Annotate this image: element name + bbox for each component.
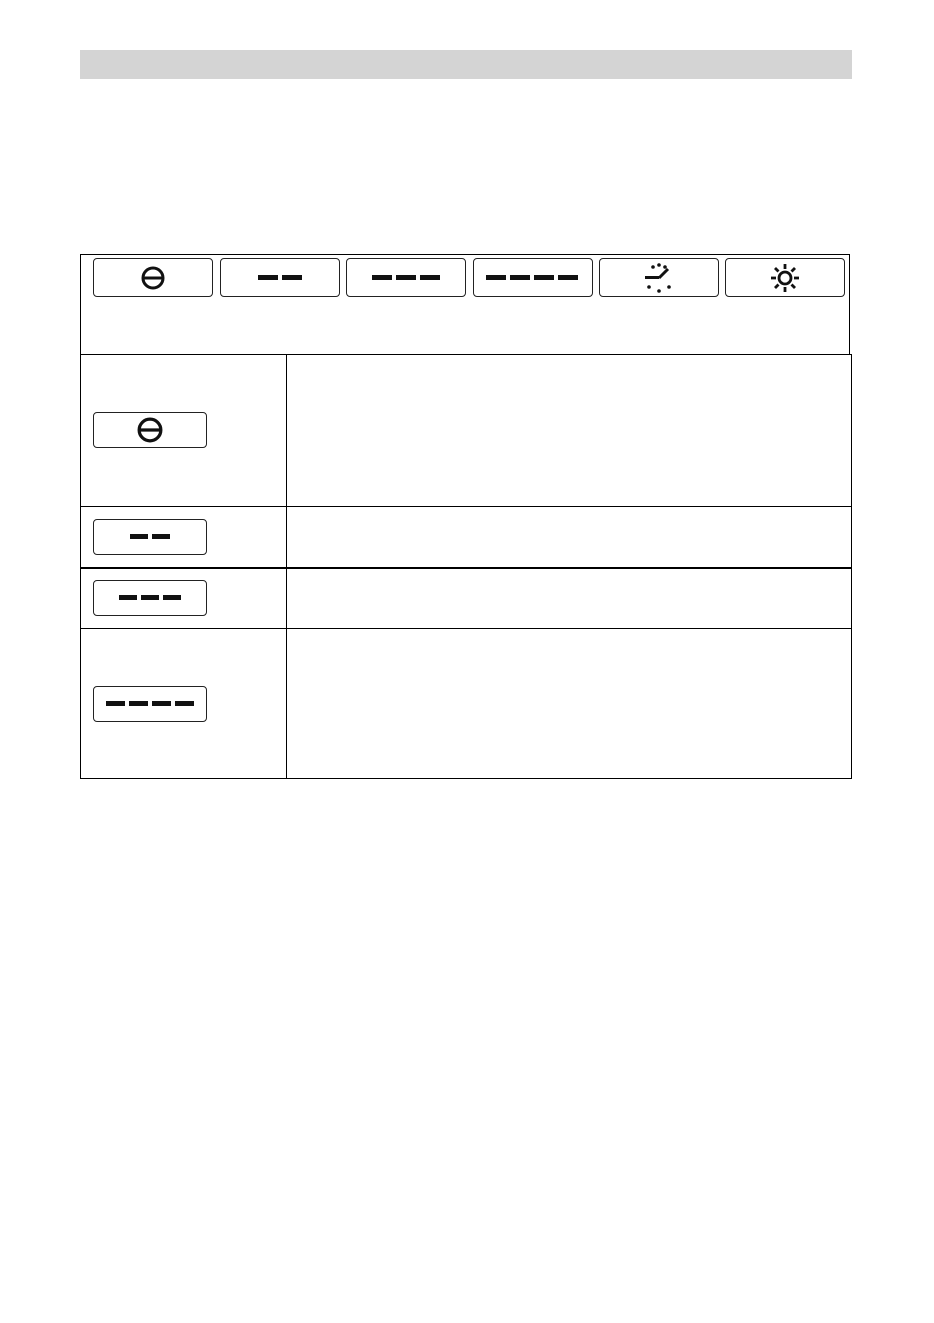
table-row <box>81 628 851 779</box>
three-dashes-icon <box>117 593 183 603</box>
table-row <box>81 355 851 506</box>
speed-2-button[interactable] <box>346 258 466 297</box>
two-dashes-icon <box>255 273 305 283</box>
section-header-bar <box>80 50 852 79</box>
minus-circle-icon <box>141 266 165 290</box>
timer-button[interactable] <box>599 258 719 297</box>
three-dashes-icon <box>370 273 442 283</box>
column-divider <box>286 507 287 567</box>
speed-2-button[interactable] <box>93 580 207 616</box>
minus-circle-icon <box>137 417 163 443</box>
table-row <box>81 567 851 628</box>
four-dashes-icon <box>104 699 196 709</box>
speed-3-button[interactable] <box>473 258 593 297</box>
speed-1-button[interactable] <box>220 258 340 297</box>
control-panel-overview <box>80 254 850 354</box>
off-button[interactable] <box>93 258 213 297</box>
speed-3-button[interactable] <box>93 686 207 722</box>
button-description-table <box>80 354 852 779</box>
off-button[interactable] <box>93 412 207 448</box>
table-row <box>81 506 851 567</box>
column-divider <box>286 569 287 628</box>
two-dashes-icon <box>128 532 172 542</box>
light-icon <box>770 263 800 293</box>
four-dashes-icon <box>484 273 582 283</box>
light-button[interactable] <box>725 258 845 297</box>
timer-switch-icon <box>642 263 676 293</box>
speed-1-button[interactable] <box>93 519 207 555</box>
column-divider <box>286 355 287 506</box>
column-divider <box>286 629 287 779</box>
